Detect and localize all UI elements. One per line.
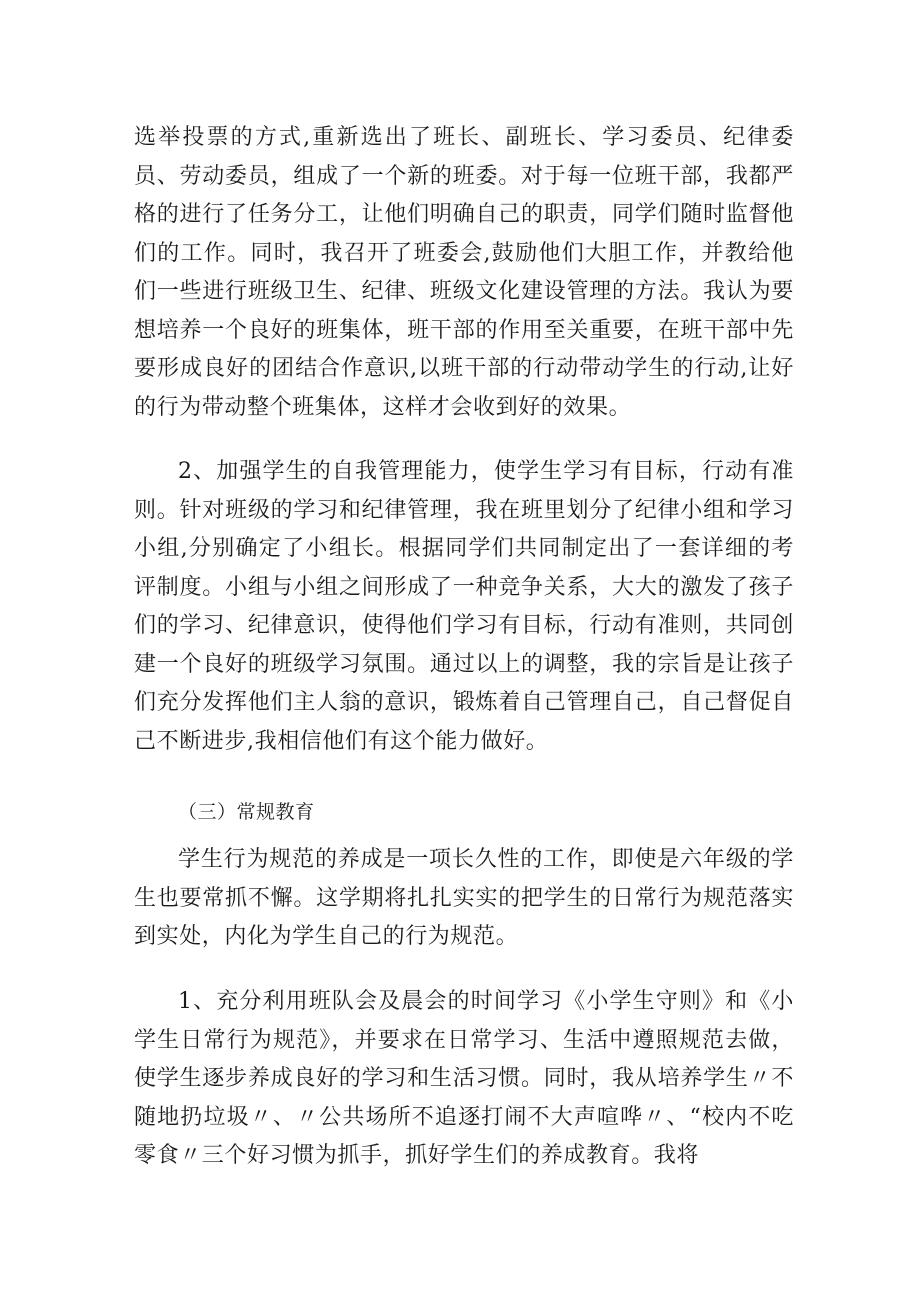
paragraph-rules-study: 1、充分利用班队会及晨会的时间学习《小学生守则》和《小学生日常行为规范》，并要求在日常学习、生活中遵照规范去做，使学生逐步养成良好的学习和生活习惯。同时，我从培养学生〃不随地扔垃圾〃、〃公共场所不追逐打闹不大声喧哗〃、“校内不吃零食〃三个好习惯为抓手，抓好学生们的养成教育。我将 — [134, 989, 794, 1168]
paragraph-self-management: 2、加强学生的自我管理能力，使学生学习有目标，行动有准则。针对班级的学习和纪律管理，我在班里划分了纪律小组和学习小组,分别确定了小组长。根据同学们共同制定出了一套详细的考评制度。小组与小组之间形成了一种竞争关系，大大的激发了孩子们的学习、纪律意识，使得他们学习有目标，行动有准则，共同创建一个良好的班级学习氛围。通过以上的调整，我的宗旨是让孩子们充分发挥他们主人翁的意识，锻炼着自己管理自己，自己督促自己不断进步,我相信他们有这个能力做好。 — [134, 459, 794, 754]
paragraph-behavior-norms: 学生行为规范的养成是一项长久性的工作，即使是六年级的学生也要常抓不懈。这学期将扎扎实实的把学生的日常行为规范落实到实处，内化为学生自己的行为规范。 — [134, 847, 794, 949]
paragraph-class-committee: 选举投票的方式,重新选出了班长、副班长、学习委员、纪律委员、劳动委员，组成了一个新的班委。对于每一位班干部，我都严格的进行了任务分工，让他们明确自己的职责，同学们随时监督他们的工作。同时，我召开了班委会,鼓励他们大胆工作，并教给他们一些进行班级卫生、纪律、班级文化建设管理的方法。我认为要想培养一个良好的班集体，班干部的作用至关重要，在班干部中先要形成良好的团结合作意识,以班干部的行动带动学生的行动,让好的行为带动整个班集体，这样才会收到好的效果。 — [134, 125, 794, 420]
section-heading: （三）常规教育 — [178, 801, 315, 823]
